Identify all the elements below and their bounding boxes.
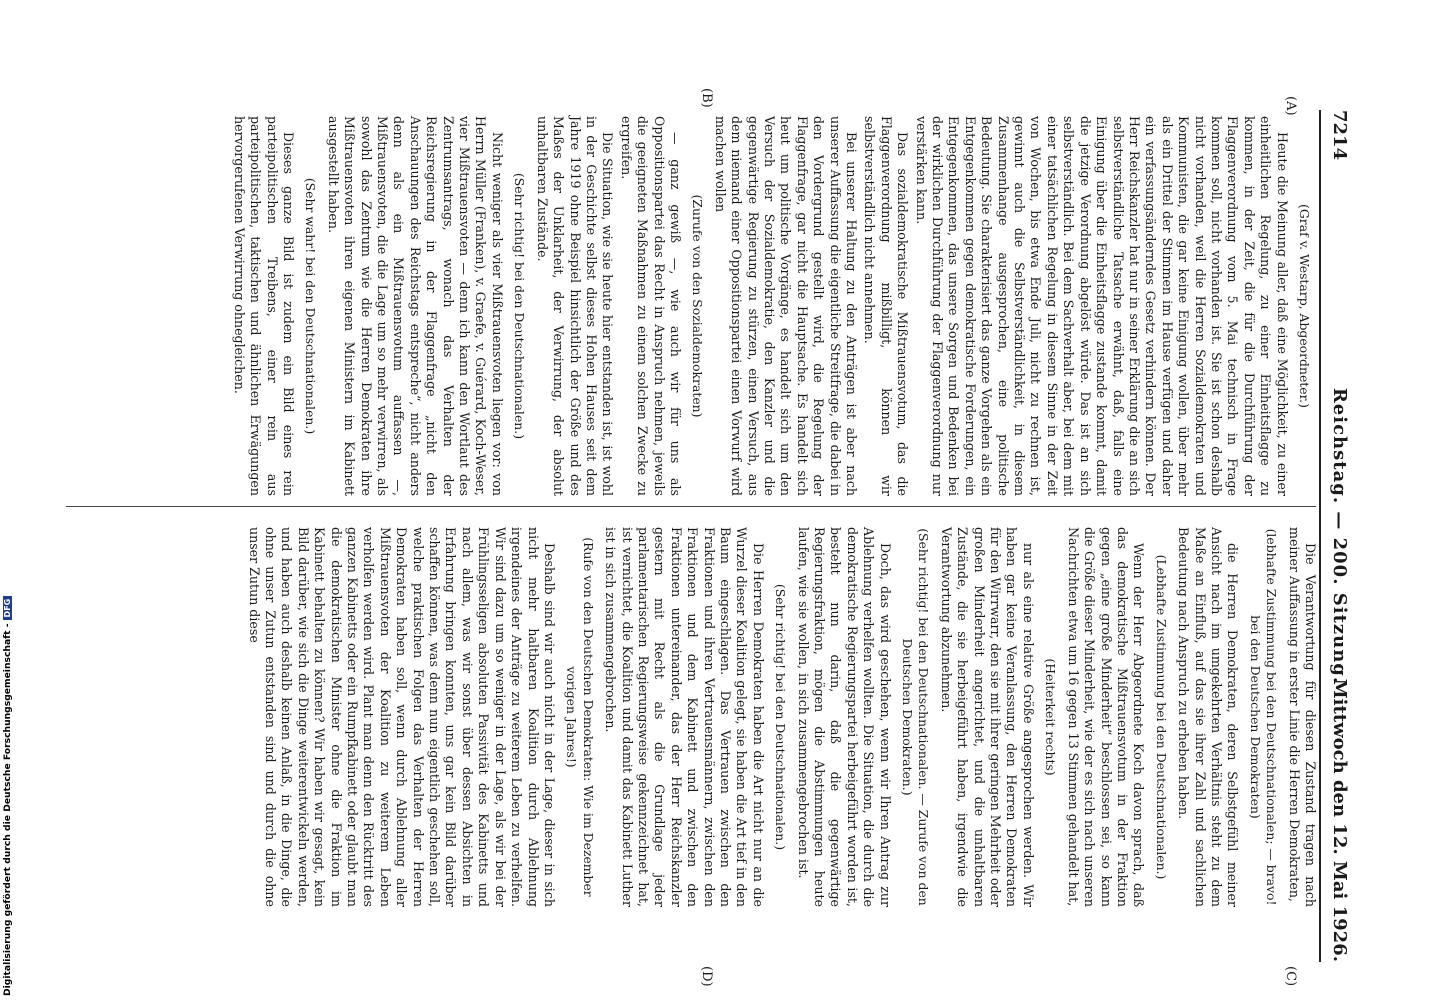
paragraph: nur als eine relative Größe angesprochen werden. Wir haben gar keine Veranlassung, den Herren Demokraten für den Wirrwarr, den sie mit ihrer geringen Mehrheit oder großen Minderheit angerichtet, und die unhaltbaren Zustände, die sie herbeigeführt haben, irgendwie die Verantwortung abzunehmen. — [938, 527, 1036, 907]
paragraph: Heute die Meinung aller, daß eine Möglichkeit, zu einer einheitlichen Regelung, zu einer Einheitsflagge zu kommen, in der Zeit, die für die Durchführung der Flaggenverordnung vom 5. Mai technisch in Frage kommen soll, nicht vorhanden ist. Sie ist schon deshalb nicht vorhanden, weil die Herren Sozialdemokraten und Kommunisten, die gar keine Einigung wollen, über mehr als ein Drittel der Stimmen im Hause verfügen und daher ein verfassungsänderndes Gesetz verhindern können. Der Herr Reichskanzler hat nur in seiner Erklärung die an sich selbstverständliche Tatsache erwähnt, daß, falls eine Einigung über die Einheitsflagge zustande kommt, damit die jetzige Verordnung abgelöst würde. Das ist an sich selbstverständlich. Bei dem Sachverhalt aber, bei dem mit einer tatsächlichen Regelung in diesem Sinne in der Zeit von Wochen, bis etwa Ende Juli, nicht zu rechnen ist, gewinnt auch die Selbstverständlichkeit, in diesem Zusammenhange ausgesprochen, eine politische Bedeutung. Sie charakterisiert das ganze Vorgehen als ein Entgegenkommen gegen demokratische Forderungen, ein Entgegenkommen, das unsere Sorgen und Bedenken bei der wirklichen Durchführung der Flaggenverordnung nur verstärken kann. — [913, 116, 1290, 496]
interjection: (Rufe von den Deutschen Demokraten: Wie im Dezember vorigen Jahres!) — [564, 537, 596, 897]
paragraph: Bei unserer Haltung zu den Anträgen ist aber nach unserer Auffassung die eigentliche Streitfrage, die dabei in den Vordergrund gestellt wird, die Regelung der Flaggenfrage, gar nicht die Hauptsache. Es handelt sich heut um politische Vorgänge, es handelt sich um den Versuch der Sozialdemokratie, den Kanzler und die gegenwärtige Regierung zu stürzen, einen Versuch, aus dem niemand einer Oppositionspartei einen Vorwurf wird machen wollen — [712, 116, 860, 496]
paragraph: Nicht weniger als vier Mißtrauensvoten liegen vor: von Herrn Müller (Franken), v. Graefe, v. Guérard, Koch-Weser, vier Mißtrauensvoten — denn ich kann den Wortlaut des Zentrumsantrags, wonach das Verhalten der Reichsregierung in der Flaggenfrage „nicht den Anschauungen des Reichstags entspreche“, nicht anders denn als ein Mißtrauensvotum auffassen —, Mißtrauensvoten, die die Lage um so mehr verwirren, als sowohl das Zentrum wie die Herren Demokraten ihre Mißtrauensvoten ihren eigenen Ministern im Kabinett ausgestellt haben. — [325, 116, 505, 496]
interjection: (lebhafte Zustimmung bei den Deutschnationalen; — bravo! bei den Deutschen Demokraten) — [1247, 528, 1280, 906]
left-text-column — [228, 116, 1318, 496]
paragraph: Die Herren Demokraten haben die Art nicht nur an die Wurzel dieser Koalition gelegt, sie haben die Art tief in den Baum eingeschlagen. Das Vertrauen zwischen den Fraktionen und ihren Vertrauensmännern, zwischen den Fraktionen und dem Kabinett und zwischen den Fraktionen untereinander, das der Herr Reichskanzler gestern mit Recht als die Grundlage jeder parlamentarischen Regierungsweise gekennzeichnet hat, ist vernichtet, die Koalition und damit das Kabinett Luther ist in sich zusammengebrochen. — [603, 527, 766, 907]
header-rule — [1319, 110, 1321, 962]
paragraph: Deshalb sind wir auch nicht in der Lage, dieser in sich nicht mehr haltbaren Koalition durch Ablehnung irgendeines der Anträge zu weiterem Leben zu verhelfen. Wir sind dazu um so weniger in der Lage, als wir bei der Frühlingsseligen absoluten Passivität des Kabinetts und nach allem, was wir sonst über dessen Absichten in Erfahrung bringen konnten, uns gar kein Bild darüber schaffen können, was denn nun eigentlich geschehen soll, welche praktischen Folgen das Verhalten der Herren Demokraten haben soll, wenn durch Ablehnung aller Mißtrauensvoten der Koalition zu weiterem Leben verholfen werden wird. Plant man denn den Rücktritt des ganzen Kabinetts oder ein Rumpfkabinett oder glaubt man die demokratischen Minister ohne die Fraktion im Kabinett behalten zu können? Wir haben wir gesagt, kein Bild darüber, wie sich die Dinge weiterentwickeln werden, und haben auch deshalb keinen Anlaß, in die Dinge, die ohne unser Zutun entstanden sind und durch die ohne unser Zutun diese — [246, 527, 557, 907]
right-text-column — [243, 527, 1318, 907]
margin-marker-c: (C) — [1283, 966, 1298, 987]
margin-marker-d: (D) — [699, 966, 714, 987]
dfg-logo: DFG — [3, 596, 12, 621]
column-divider — [66, 506, 1316, 507]
speaker-line: (Graf v. Westarp, Abgeordneter.) — [1297, 204, 1312, 408]
page-header — [1324, 110, 1350, 962]
margin-marker-a: (A) — [1283, 96, 1298, 116]
interjection: (Lebhafte Zustimmung bei den Deutschnationalen.) — [1153, 554, 1169, 880]
paragraph: Die Situation, wie sie heute hier entstanden ist, ist wohl in der Geschichte selbst dieses Hohen Hauses seit dem Jahre 1919 ohne Beispiel hinsichtlich der Größe und des Maßes der Unklarheit, der Verwirrung, der absolut unhaltbaren Zustände. — [534, 116, 616, 496]
interjection: (Heiterkeit rechts) — [1043, 658, 1059, 776]
interjection: (Sehr richtig! bei den Deutschnationalen.) — [512, 172, 528, 440]
paragraph: Die Verantwortung für diesen Zustand tragen nach meiner Auffassung in erster Linie die Herren Demokraten, — [1286, 527, 1318, 907]
paragraph: — ganz gewiß —, wie auch wir für uns als Oppositionspartei das Recht in Anspruch nehmen, jeweils die geeigneten Maßnahmen zu einem solchen Zwecke zu ergreifen. — [618, 116, 683, 496]
interjection: (Sehr richtig! bei den Deutschnationalen. — Zurufe von den Deutschen Demokraten.) — [900, 528, 932, 906]
interjection: (Sehr wahr! bei den Deutschnationalen.) — [303, 177, 319, 435]
session-date: Mittwoch den 12. Mai 1926. — [1329, 678, 1350, 962]
paragraph: Dieses ganze Bild ist zudem ein Bild eines rein parteipolitischen Treibens, einer rein aus parteipolitischen, taktischen und ähnlichen Erwägungen hervorgerufenen Verwirrung ohnegleichen. — [231, 116, 297, 496]
digitization-notice — [2, 0, 16, 996]
paragraph: die Herren Demokraten, deren Selbstgefühl meiner Ansicht nach im umgekehrten Verhältnis steht zu dem Maße an Einfluß, auf das sie ihrer Zahl und sachlichen Bedeutung nach Anspruch zu erheben haben. — [1176, 527, 1241, 907]
funding-notice-text: Digitalisierung gefördert durch die Deutsche Forschungsgemeinschaft - — [2, 623, 13, 996]
margin-marker-b: (B) — [699, 88, 714, 108]
interjection: (Sehr richtig! bei den Deutschnationalen.) — [773, 583, 789, 851]
paragraph: Das sozialdemokratische Mißtrauensvotum, das die Flaggenverordnung mißbilligt, können wir selbstverständlich nicht annehmen. — [862, 116, 911, 496]
session-title: Reichstag. — 200. Sitzung. — [1329, 387, 1350, 685]
paragraph: Doch, das wird geschehen, wenn wir Ihren Antrag zur Ablehnung verhelfen wollten. Die Situation, die durch die demokratische Regierungspartei herbeigeführt worden ist, besteht nun darin, daß die gegenwärtige Regierungsfraktion, mögen die Abstimmungen heute laufen, wie sie wollen, in sich zusammengebrochen ist. — [795, 527, 893, 907]
page-number: 7214 — [1329, 110, 1350, 161]
interjection: (Zurufe von den Sozialdemokraten) — [690, 194, 706, 418]
paragraph: Wenn der Herr Abgeordnete Koch davon sprach, daß das demokratische Mißtrauensvotum in der Fraktion gegen „eine große Minderheit“ beschlossen sei, so kann die Größe dieser Minderheit, wie der es sich nach unseren Nachrichten etwa um 16 gegen 13 Stimmen gehandelt hat, — [1065, 527, 1147, 907]
